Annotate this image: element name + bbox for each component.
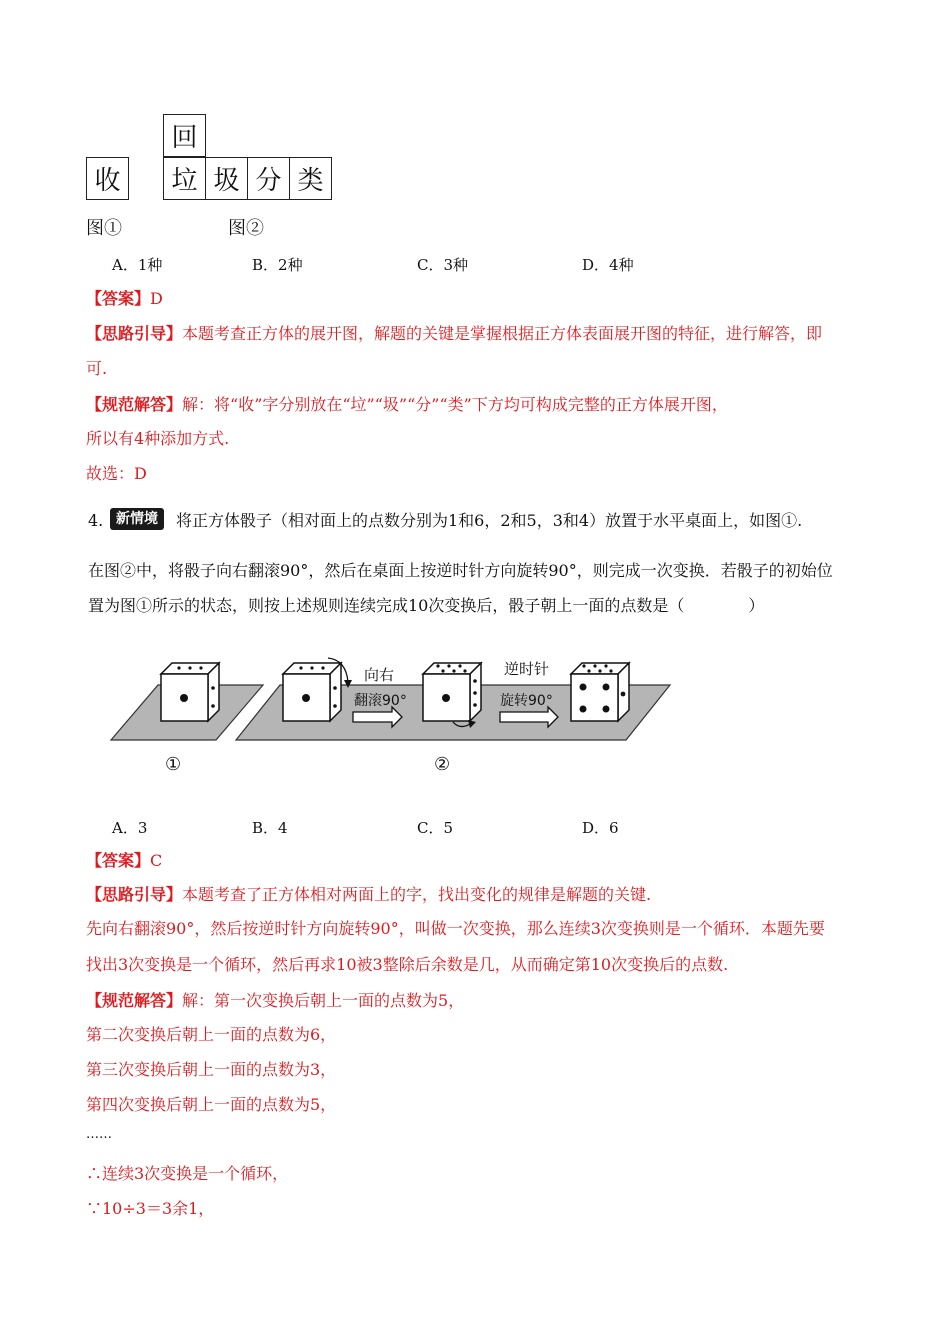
q3-answer <box>86 288 163 310</box>
q4-solution-text: 解：第一次变换后朝上一面的点数为5， <box>182 991 465 1010</box>
q4-option-c: C．5 <box>417 819 454 837</box>
net-cell-row-3: 分 <box>247 157 290 200</box>
roll-label-top: 向右 <box>364 666 395 684</box>
fig-label-1: ① <box>165 754 182 775</box>
q3-solution-text: 解：将“收”字分别放在“垃”“圾”“分”“类”下方均可构成完整的正方体展开图， <box>182 395 728 414</box>
q4-solution-line-4: 第四次变换后朝上一面的点数为5， <box>86 1095 337 1114</box>
net-cell-left: 收 <box>86 157 129 200</box>
q3-answer-value: D <box>150 289 163 308</box>
q4-answer <box>86 850 162 872</box>
dice-figure <box>108 650 678 780</box>
q3-option-a: A．1种 <box>112 256 163 274</box>
q4-stem-line-3: 置为图①所示的状态，则按上述规则连续完成10次变换后，骰子朝上一面的点数是（ ） <box>88 596 765 615</box>
q4-hint-text: 本题考查了正方体相对两面上的字，找出变化的规律是解题的关键. <box>182 885 652 904</box>
q3-hint-text: 本题考查正方体的展开图，解题的关键是掌握根据正方体表面展开图的特征，进行解答，即 <box>182 324 823 343</box>
q4-answer-tag: 【答案】 <box>86 851 151 870</box>
q4-hint-tag: 【思路引导】 <box>86 885 183 904</box>
net-cell-top: 回 <box>163 114 206 157</box>
q4-answer-value: C <box>150 851 163 870</box>
q4-hint-line-2: 先向右翻滚90°，然后按逆时针方向旋转90°，叫做一次变换，那么连续3次变换则是一个循环．本题先要 <box>86 919 825 938</box>
q3-option-d: D．4种 <box>582 256 634 274</box>
roll-label-bottom: 翻滚90° <box>354 693 407 709</box>
q4-hint-line-1 <box>86 884 651 906</box>
q3-solution-line-1 <box>86 394 728 416</box>
net-cell-row-2: 圾 <box>205 157 248 200</box>
q4-solution-line-6: ∵10÷3＝3余1， <box>86 1199 215 1218</box>
q4-solution-line-5: ∴连续3次变换是一个循环， <box>86 1164 289 1183</box>
q3-solution-tag: 【规范解答】 <box>86 395 183 414</box>
q4-hint-line-3: 找出3次变换是一个循环，然后再求10被3整除后余数是几，从而确定第10次变换后的点数. <box>86 955 729 974</box>
q3-hint-tag: 【思路引导】 <box>86 324 183 343</box>
q3-hint-line-1 <box>86 323 822 345</box>
q4-option-b: B．4 <box>252 819 288 837</box>
q4-solution-tag: 【规范解答】 <box>86 991 183 1010</box>
net-cell-row-4: 类 <box>289 157 332 200</box>
q4-ellipsis: …… <box>86 1127 112 1142</box>
die-4 <box>571 663 629 721</box>
q4-option-d: D．6 <box>582 819 619 837</box>
q4-badge: 新情境 <box>110 508 164 530</box>
q3-conclusion: 故选：D <box>86 464 147 483</box>
q4-solution-line-2: 第二次变换后朝上一面的点数为6， <box>86 1025 337 1044</box>
q3-option-b: B．2种 <box>252 256 303 274</box>
q4-stem-line-1: 将正方体骰子（相对面上的点数分别为1和6，2和5，3和4）放置于水平桌面上，如图①. <box>176 511 803 530</box>
fig-label-2: ② <box>434 754 451 775</box>
q3-hint-line-2: 可. <box>86 359 108 378</box>
q3-option-c: C．3种 <box>417 256 469 274</box>
q3-answer-tag: 【答案】 <box>86 289 151 308</box>
rotate-label-top: 逆时针 <box>504 660 550 678</box>
q4-solution-line-3: 第三次变换后朝上一面的点数为3， <box>86 1060 337 1079</box>
net-caption-2: 图② <box>228 218 264 239</box>
net-cell-row-1: 垃 <box>163 157 206 200</box>
q4-number: 4. <box>88 511 104 530</box>
die-1 <box>161 663 219 721</box>
rotate-label-bottom: 旋转90° <box>500 693 553 709</box>
q4-solution-line-1 <box>86 990 464 1012</box>
die-3 <box>423 663 481 728</box>
q4-option-a: A．3 <box>112 819 148 837</box>
q3-solution-line-2: 所以有4种添加方式. <box>86 429 230 448</box>
q4-stem-line-2: 在图②中，将骰子向右翻滚90°，然后在桌面上按逆时针方向旋转90°，则完成一次变换．若骰子的初始位 <box>88 561 833 580</box>
net-caption-1: 图① <box>86 218 122 239</box>
